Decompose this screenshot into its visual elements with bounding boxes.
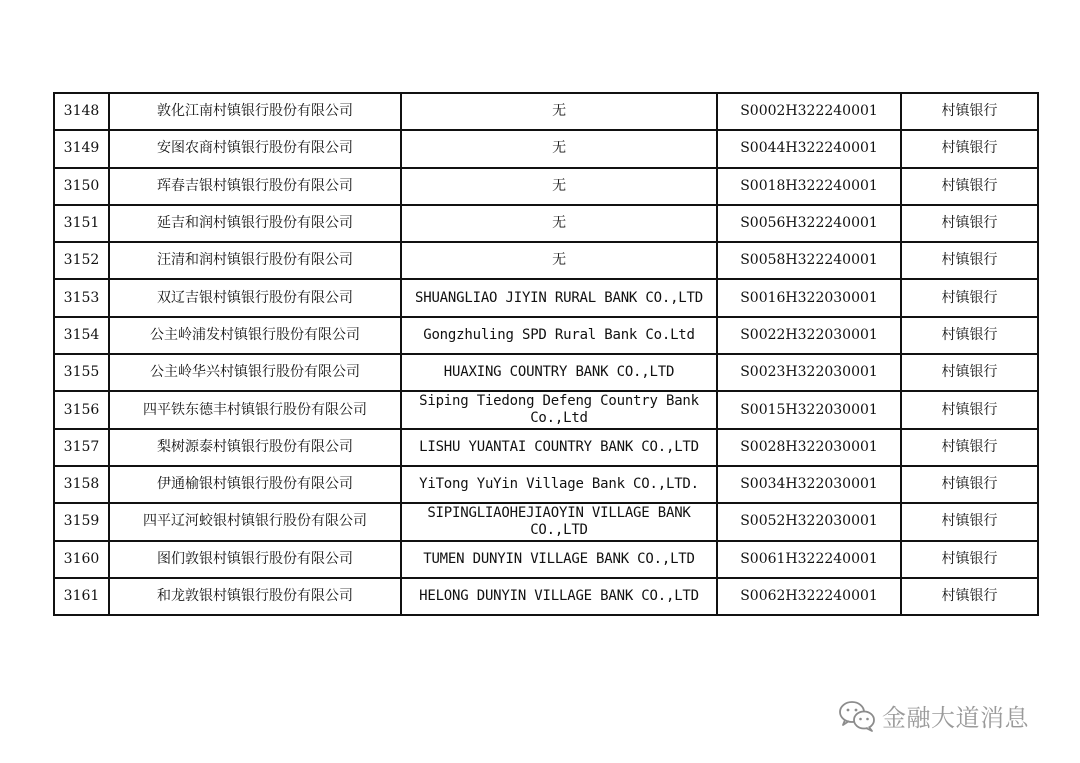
- institution-code: S0023H322030001: [717, 354, 901, 391]
- institution-code: S0016H322030001: [717, 279, 901, 316]
- row-number: 3153: [54, 279, 109, 316]
- bank-name-english: 无: [401, 205, 717, 242]
- row-number: 3151: [54, 205, 109, 242]
- institution-code: S0034H322030001: [717, 466, 901, 503]
- institution-type: 村镇银行: [901, 541, 1038, 578]
- bank-name-chinese: 敦化江南村镇银行股份有限公司: [109, 93, 401, 130]
- institution-type: 村镇银行: [901, 205, 1038, 242]
- table-row: [54, 578, 1038, 615]
- institution-type: 村镇银行: [901, 279, 1038, 316]
- bank-name-chinese: 四平辽河蛟银村镇银行股份有限公司: [109, 503, 401, 540]
- row-number: 3155: [54, 354, 109, 391]
- bank-name-english: 无: [401, 242, 717, 279]
- table-row: [54, 93, 1038, 130]
- table-row: [54, 429, 1038, 466]
- row-number: 3158: [54, 466, 109, 503]
- table-row: [54, 130, 1038, 167]
- institution-type: 村镇银行: [901, 242, 1038, 279]
- bank-name-english: SHUANGLIAO JIYIN RURAL BANK CO.,LTD: [401, 279, 717, 316]
- bank-name-english: Siping Tiedong Defeng Country Bank Co.,Ltd: [401, 391, 717, 428]
- institution-code: S0002H322240001: [717, 93, 901, 130]
- bank-name-chinese: 双辽吉银村镇银行股份有限公司: [109, 279, 401, 316]
- institution-type: 村镇银行: [901, 578, 1038, 615]
- institution-type: 村镇银行: [901, 93, 1038, 130]
- bank-name-english: YiTong YuYin Village Bank CO.,LTD.: [401, 466, 717, 503]
- bank-name-english: Gongzhuling SPD Rural Bank Co.Ltd: [401, 317, 717, 354]
- institution-type: 村镇银行: [901, 391, 1038, 428]
- table-row: [54, 279, 1038, 316]
- institution-type: 村镇银行: [901, 429, 1038, 466]
- institution-code: S0058H322240001: [717, 242, 901, 279]
- institution-type: 村镇银行: [901, 354, 1038, 391]
- bank-name-english: 无: [401, 130, 717, 167]
- row-number: 3159: [54, 503, 109, 540]
- institution-code: S0052H322030001: [717, 503, 901, 540]
- watermark: [838, 698, 1029, 733]
- bank-name-chinese: 安图农商村镇银行股份有限公司: [109, 130, 401, 167]
- bank-name-english: 无: [401, 168, 717, 205]
- table-row: [54, 242, 1038, 279]
- bank-name-english: 无: [401, 93, 717, 130]
- institution-type: 村镇银行: [901, 466, 1038, 503]
- table-row: [54, 466, 1038, 503]
- table-row: [54, 354, 1038, 391]
- bank-name-english: LISHU YUANTAI COUNTRY BANK CO.,LTD: [401, 429, 717, 466]
- bank-name-chinese: 伊通榆银村镇银行股份有限公司: [109, 466, 401, 503]
- bank-name-english: HELONG DUNYIN VILLAGE BANK CO.,LTD: [401, 578, 717, 615]
- row-number: 3160: [54, 541, 109, 578]
- institution-type: 村镇银行: [901, 130, 1038, 167]
- watermark-text: 金融大道消息: [882, 704, 1029, 732]
- institution-type: 村镇银行: [901, 503, 1038, 540]
- table-body: [54, 93, 1038, 615]
- table-row: [54, 205, 1038, 242]
- bank-name-chinese: 图们敦银村镇银行股份有限公司: [109, 541, 401, 578]
- bank-name-english: TUMEN DUNYIN VILLAGE BANK CO.,LTD: [401, 541, 717, 578]
- table-row: [54, 503, 1038, 540]
- institution-code: S0018H322240001: [717, 168, 901, 205]
- row-number: 3157: [54, 429, 109, 466]
- row-number: 3152: [54, 242, 109, 279]
- row-number: 3154: [54, 317, 109, 354]
- institution-code: S0061H322240001: [717, 541, 901, 578]
- bank-name-chinese: 延吉和润村镇银行股份有限公司: [109, 205, 401, 242]
- bank-name-chinese: 汪清和润村镇银行股份有限公司: [109, 242, 401, 279]
- institution-code: S0022H322030001: [717, 317, 901, 354]
- institution-type: 村镇银行: [901, 317, 1038, 354]
- institution-code: S0044H322240001: [717, 130, 901, 167]
- bank-name-english: SIPINGLIAOHEJIAOYIN VILLAGE BANK CO.,LTD: [401, 503, 717, 540]
- bank-list-table: [53, 92, 1039, 616]
- institution-code: S0056H322240001: [717, 205, 901, 242]
- institution-code: S0015H322030001: [717, 391, 901, 428]
- bank-name-chinese: 和龙敦银村镇银行股份有限公司: [109, 578, 401, 615]
- institution-code: S0062H322240001: [717, 578, 901, 615]
- table-row: [54, 391, 1038, 428]
- table-row: [54, 317, 1038, 354]
- bank-name-chinese: 公主岭浦发村镇银行股份有限公司: [109, 317, 401, 354]
- table-row: [54, 541, 1038, 578]
- bank-name-chinese: 珲春吉银村镇银行股份有限公司: [109, 168, 401, 205]
- table-row: [54, 168, 1038, 205]
- row-number: 3161: [54, 578, 109, 615]
- bank-name-chinese: 四平铁东德丰村镇银行股份有限公司: [109, 391, 401, 428]
- bank-name-chinese: 梨树源泰村镇银行股份有限公司: [109, 429, 401, 466]
- institution-type: 村镇银行: [901, 168, 1038, 205]
- institution-code: S0028H322030001: [717, 429, 901, 466]
- wechat-icon: [838, 699, 876, 733]
- bank-name-english: HUAXING COUNTRY BANK CO.,LTD: [401, 354, 717, 391]
- row-number: 3150: [54, 168, 109, 205]
- row-number: 3148: [54, 93, 109, 130]
- row-number: 3156: [54, 391, 109, 428]
- bank-name-chinese: 公主岭华兴村镇银行股份有限公司: [109, 354, 401, 391]
- row-number: 3149: [54, 130, 109, 167]
